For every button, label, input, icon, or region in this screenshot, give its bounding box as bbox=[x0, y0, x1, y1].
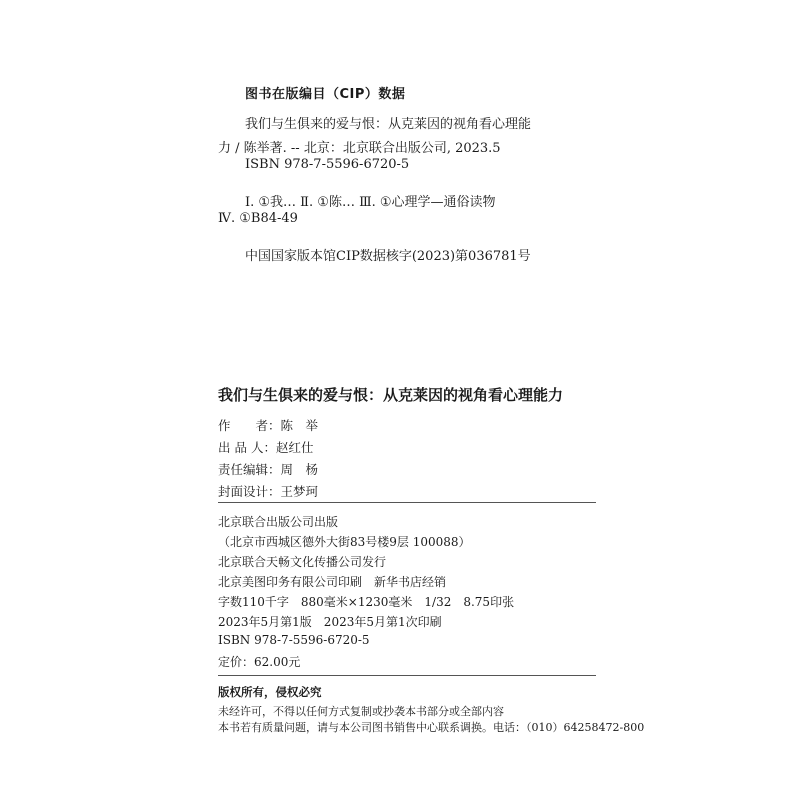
credit-editor bbox=[218, 460, 318, 478]
cip-isbn: ISBN 978-7-5596-6720-5 bbox=[245, 157, 410, 172]
publisher-line: 北京联合出版公司出版 bbox=[218, 515, 339, 529]
divider-top bbox=[218, 502, 596, 503]
credit-value: 赵红仕 bbox=[275, 440, 314, 455]
cip-classification: Ⅰ. ①我… Ⅱ. ①陈… Ⅲ. ①心理学—通俗读物 bbox=[245, 195, 496, 210]
credit-label: 作 者： bbox=[218, 418, 281, 433]
credit-value: 陈 举 bbox=[280, 418, 319, 433]
credit-label: 责任编辑： bbox=[218, 462, 281, 477]
credit-label: 封面设计： bbox=[218, 484, 281, 499]
credit-label: 出 品 人： bbox=[218, 440, 276, 455]
cip-record-number: 中国国家版本馆CIP数据核字(2023)第036781号 bbox=[245, 249, 531, 264]
credit-cover-design bbox=[218, 482, 318, 500]
credit-producer bbox=[218, 438, 313, 456]
cip-class-number: Ⅳ. ①B84-49 bbox=[218, 211, 298, 226]
edition-line: 2023年5月第1版 2023年5月第1次印刷 bbox=[218, 615, 442, 629]
price-line: 定价：62.00元 bbox=[218, 655, 301, 669]
publisher-address: （北京市西城区德外大街83号楼9层 100088） bbox=[218, 535, 471, 549]
printer-line: 北京美图印务有限公司印刷 新华书店经销 bbox=[218, 575, 447, 589]
cip-title-line-2: 力 / 陈举著. -- 北京：北京联合出版公司, 2023.5 bbox=[218, 141, 501, 156]
divider-bottom bbox=[218, 675, 596, 676]
format-line: 字数110千字 880毫米×1230毫米 1/32 8.75印张 bbox=[218, 595, 515, 609]
credit-value: 王梦珂 bbox=[280, 484, 319, 499]
cip-title-line-1: 我们与生俱来的爱与恨：从克莱因的视角看心理能 bbox=[245, 117, 532, 132]
credit-value: 周 杨 bbox=[280, 462, 319, 477]
cip-header: 图书在版编目（CIP）数据 bbox=[245, 87, 406, 102]
rights-header: 版权所有，侵权必究 bbox=[218, 685, 322, 699]
distributor-line: 北京联合天畅文化传播公司发行 bbox=[218, 555, 387, 569]
rights-line-2: 本书若有质量问题，请与本公司图书销售中心联系调换。电话：（010）64258472-800 bbox=[218, 721, 645, 734]
rights-line-1: 未经许可，不得以任何方式复制或抄袭本书部分或全部内容 bbox=[218, 705, 504, 718]
isbn-line: ISBN 978-7-5596-6720-5 bbox=[218, 633, 370, 647]
credit-author bbox=[218, 416, 318, 434]
book-title: 我们与生俱来的爱与恨：从克莱因的视角看心理能力 bbox=[218, 386, 564, 404]
